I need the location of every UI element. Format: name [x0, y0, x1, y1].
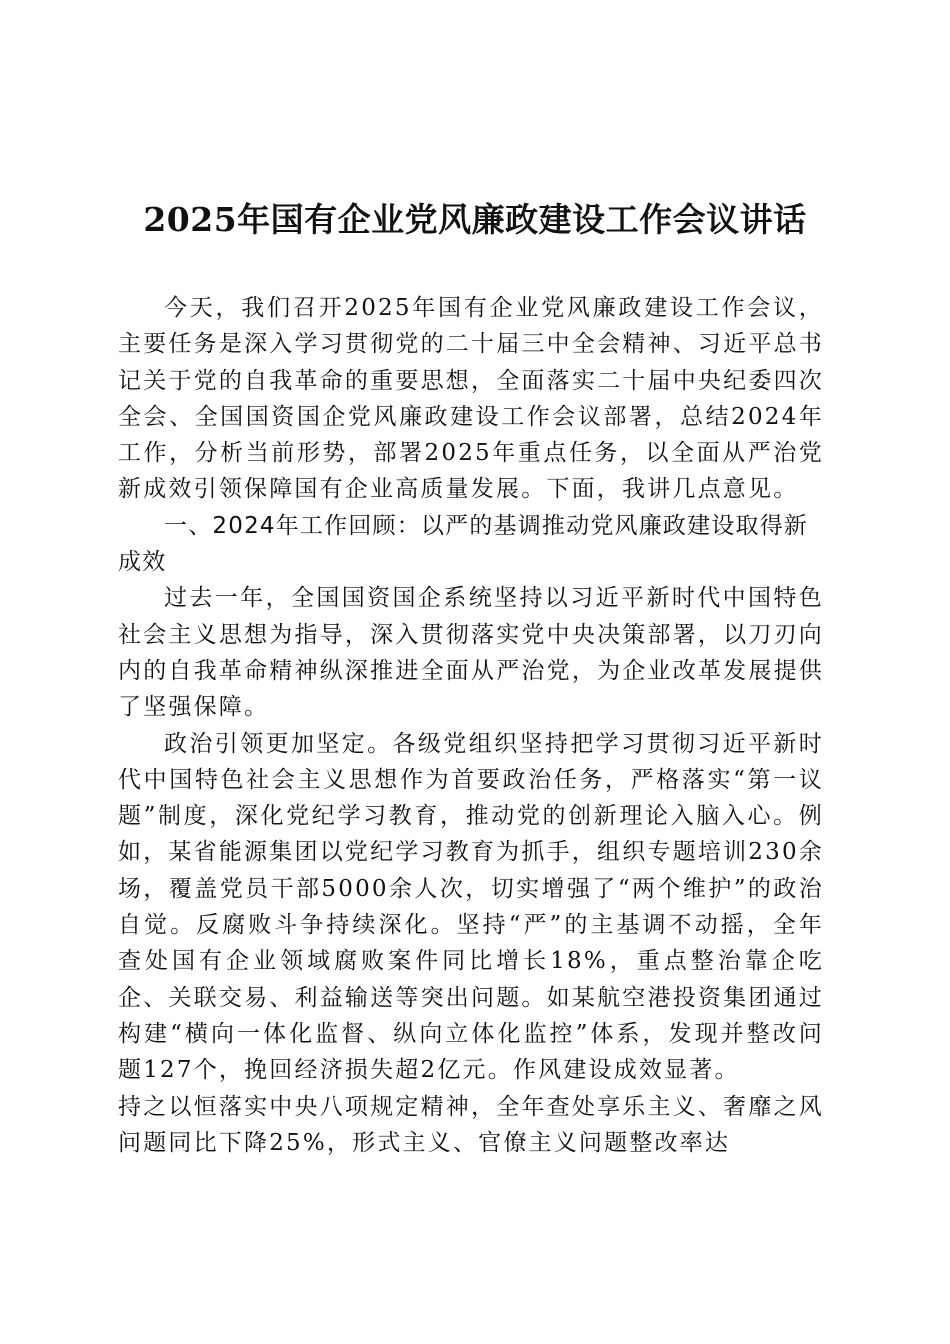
intro-paragraph: 今天，我们召开2025年国有企业党风廉政建设工作会议，主要任务是深入学习贯彻党的二十届三中全会精神、习近平总书记关于党的自我革命的重要思想，全面落实二十届中央纪委四次全会、全国国资国企党风廉政建设工作会议部署，总结2024年工作，分析当前形势，部署2025年重点任务，以全面从严治党新成效引领保障国有企业高质量发展。下面，我讲几点意见。 [118, 295, 824, 503]
paragraph: 持之以恒落实中央八项规定精神，全年查处享乐主义、奢靡之风问题同比下降25%，形式主义、官僚主义问题整改率达 [118, 1093, 824, 1156]
paragraph: 政治引领更加坚定。各级党组织坚持把学习贯彻习近平新时代中国特色社会主义思想作为首要政治任务，严格落实“第一议题”制度，深化党纪学习教育，推动党的创新理论入脑入心。例如，某省能源集团以党纪学习教育为抓手，组织专题培训230余场，覆盖党员干部5000余人次，切实增强了“两个维护”的政治自觉。反腐败斗争持续深化。坚持“严”的主基调不动摇，全年查处国有企业领域腐败案件同比增长18%，重点整治靠企吃企、关联交易、利益输送等突出问题。如某航空港投资集团通过构建“横向一体化监督、纵向立体化监控”体系，发现并整改问题127个，挽回经济损失超2亿元。作风建设成效显著。 [118, 730, 824, 1084]
document-body [118, 290, 824, 1161]
paragraph: 过去一年，全国国资国企系统坚持以习近平新时代中国特色社会主义思想为指导，深入贯彻落实党中央决策部署，以刀刃向内的自我革命精神纵深推进全面从严治党，为企业改革发展提供了坚强保障。 [118, 585, 824, 721]
section-heading: 一、2024年工作回顾：以严的基调推动党风廉政建设取得新成效 [118, 512, 809, 576]
document-title: 2025年国有企业党风廉政建设工作会议讲话 [143, 200, 807, 239]
